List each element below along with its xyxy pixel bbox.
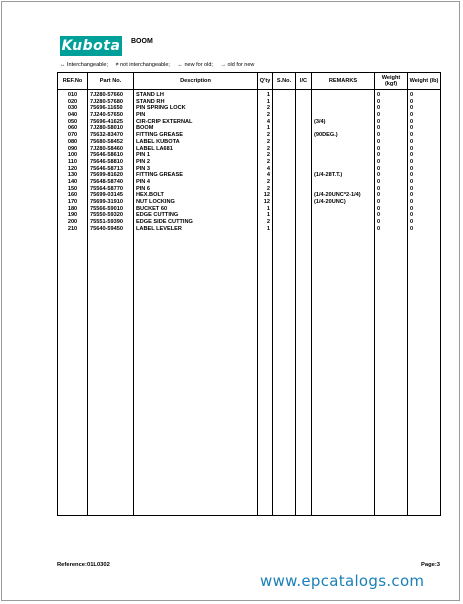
description-cell: PIN 1 <box>134 152 258 159</box>
weight-kgf-cell: 0 <box>375 125 408 132</box>
weight-kgf-cell: 0 <box>375 186 408 193</box>
qty-cell: 2 <box>258 146 273 153</box>
ref-no-cell: 110 <box>58 159 88 166</box>
part-no-cell: 75564-58770 <box>88 186 134 193</box>
ic-cell <box>296 92 312 99</box>
table-row <box>58 186 441 193</box>
weight-lb-cell: 0 <box>408 92 441 99</box>
weight-kgf-cell: 0 <box>375 226 408 233</box>
remarks-cell <box>312 159 375 166</box>
serial-no-cell <box>273 172 296 179</box>
remarks-cell <box>312 146 375 153</box>
description-cell: HEX.BOLT <box>134 192 258 199</box>
ref-no-cell: 160 <box>58 192 88 199</box>
description-cell: BOOM <box>134 125 258 132</box>
part-no-cell: 75699-03145 <box>88 192 134 199</box>
serial-no-cell <box>273 139 296 146</box>
weight-lb-cell: 0 <box>408 226 441 233</box>
serial-no-cell <box>273 112 296 119</box>
weight-kgf-cell: 0 <box>375 166 408 173</box>
serial-no-cell <box>273 146 296 153</box>
table-empty-space <box>58 232 441 516</box>
weight-kgf-cell: 0 <box>375 99 408 106</box>
weight-lb-cell: 0 <box>408 179 441 186</box>
part-no-cell: 7J280-58460 <box>88 146 134 153</box>
col-part-no: Part No. <box>88 73 134 90</box>
ref-no-cell: 210 <box>58 226 88 233</box>
weight-kgf-cell: 0 <box>375 212 408 219</box>
weight-lb-cell: 0 <box>408 159 441 166</box>
ic-cell <box>296 192 312 199</box>
remarks-cell <box>312 219 375 226</box>
ref-no-cell: 030 <box>58 105 88 112</box>
weight-kgf-cell: 0 <box>375 179 408 186</box>
weight-kgf-cell: 0 <box>375 159 408 166</box>
ref-no-cell: 090 <box>58 146 88 153</box>
table-row <box>58 166 441 173</box>
section-title: BOOM <box>131 38 153 45</box>
remarks-cell <box>312 206 375 213</box>
weight-lb-cell: 0 <box>408 139 441 146</box>
ref-no-cell: 020 <box>58 99 88 106</box>
description-cell: CIR-CRIP EXTERNAL <box>134 119 258 126</box>
description-cell: STAND RH <box>134 99 258 106</box>
table-header-row <box>58 73 441 90</box>
ref-no-cell: 150 <box>58 186 88 193</box>
qty-cell: 1 <box>258 92 273 99</box>
ic-cell <box>296 179 312 186</box>
serial-no-cell <box>273 119 296 126</box>
weight-lb-cell: 0 <box>408 186 441 193</box>
ref-no-cell: 010 <box>58 92 88 99</box>
table-row <box>58 119 441 126</box>
legend-old-for-new: → old for new <box>220 62 255 68</box>
part-no-cell: 75640-59450 <box>88 226 134 233</box>
table-row <box>58 92 441 99</box>
weight-lb-cell: 0 <box>408 99 441 106</box>
qty-cell: 1 <box>258 99 273 106</box>
ref-no-cell: 070 <box>58 132 88 139</box>
qty-cell: 1 <box>258 206 273 213</box>
col-description: Description <box>134 73 258 90</box>
serial-no-cell <box>273 226 296 233</box>
part-no-cell: 75646-58610 <box>88 152 134 159</box>
weight-kgf-cell: 0 <box>375 206 408 213</box>
col-weight-lb: Weight (lb) <box>408 73 441 90</box>
qty-cell: 2 <box>258 105 273 112</box>
ic-cell <box>296 212 312 219</box>
legend-interchangeable: ↔ Interchangeable; <box>60 62 109 68</box>
part-no-cell: 7J280-57680 <box>88 99 134 106</box>
part-no-cell: 75566-59010 <box>88 206 134 213</box>
col-serial-no: S.No. <box>273 73 296 90</box>
weight-kgf-cell: 0 <box>375 192 408 199</box>
remarks-cell <box>312 112 375 119</box>
table-row <box>58 146 441 153</box>
part-no-cell: 75550-59320 <box>88 212 134 219</box>
serial-no-cell <box>273 192 296 199</box>
remarks-cell: (1/4-20UNC) <box>312 199 375 206</box>
table-row <box>58 132 441 139</box>
weight-lb-cell: 0 <box>408 112 441 119</box>
description-cell: BUCKET 60 <box>134 206 258 213</box>
ref-no-cell: 120 <box>58 166 88 173</box>
table-row <box>58 226 441 233</box>
part-no-cell: 75696-11650 <box>88 105 134 112</box>
description-cell: NUT LOCKING <box>134 199 258 206</box>
weight-lb-cell: 0 <box>408 199 441 206</box>
serial-no-cell <box>273 206 296 213</box>
ic-cell <box>296 206 312 213</box>
col-weight-kgf: Weight (kgf) <box>375 73 408 90</box>
remarks-cell <box>312 139 375 146</box>
ic-cell <box>296 152 312 159</box>
serial-no-cell <box>273 92 296 99</box>
ic-cell <box>296 172 312 179</box>
weight-kgf-cell: 0 <box>375 199 408 206</box>
description-cell: FITTING GREASE <box>134 172 258 179</box>
ref-no-cell: 180 <box>58 206 88 213</box>
description-cell: PIN 2 <box>134 159 258 166</box>
ic-cell <box>296 139 312 146</box>
serial-no-cell <box>273 219 296 226</box>
remarks-cell <box>312 92 375 99</box>
qty-cell: 2 <box>258 112 273 119</box>
col-ic: I/C <box>296 73 312 90</box>
col-ref-no: REF.No <box>58 73 88 90</box>
part-no-cell: 7J280-57660 <box>88 92 134 99</box>
table-row <box>58 125 441 132</box>
page-number: Page:3 <box>420 562 440 568</box>
ic-cell <box>296 132 312 139</box>
description-cell: PIN 4 <box>134 179 258 186</box>
table-row <box>58 212 441 219</box>
table-row <box>58 139 441 146</box>
weight-lb-cell: 0 <box>408 212 441 219</box>
table-row <box>58 152 441 159</box>
ref-no-cell: 200 <box>58 219 88 226</box>
table-row <box>58 199 441 206</box>
serial-no-cell <box>273 105 296 112</box>
weight-kgf-cell: 0 <box>375 105 408 112</box>
qty-cell: 2 <box>258 179 273 186</box>
qty-cell: 4 <box>258 172 273 179</box>
ic-cell <box>296 226 312 233</box>
part-no-cell: 75648-58740 <box>88 179 134 186</box>
serial-no-cell <box>273 212 296 219</box>
ic-cell <box>296 186 312 193</box>
serial-no-cell <box>273 99 296 106</box>
ic-cell <box>296 146 312 153</box>
remarks-cell <box>312 125 375 132</box>
part-no-cell: 75646-58810 <box>88 159 134 166</box>
ic-cell <box>296 199 312 206</box>
ref-no-cell: 170 <box>58 199 88 206</box>
ref-no-cell: 190 <box>58 212 88 219</box>
remarks-cell <box>312 186 375 193</box>
description-cell: STAND LH <box>134 92 258 99</box>
part-no-cell: 75699-81620 <box>88 172 134 179</box>
ref-no-cell: 080 <box>58 139 88 146</box>
table-row <box>58 172 441 179</box>
remarks-cell: (1/4-28T.T.) <box>312 172 375 179</box>
qty-cell: 1 <box>258 226 273 233</box>
qty-cell: 2 <box>258 132 273 139</box>
ref-no-cell: 060 <box>58 125 88 132</box>
legend-new-for-old: ← new for old; <box>177 62 213 68</box>
part-no-cell: 7J240-57650 <box>88 112 134 119</box>
ref-no-cell: 130 <box>58 172 88 179</box>
remarks-cell <box>312 99 375 106</box>
weight-kgf-cell: 0 <box>375 152 408 159</box>
serial-no-cell <box>273 132 296 139</box>
table-row <box>58 105 441 112</box>
part-no-cell: 7J280-58010 <box>88 125 134 132</box>
remarks-cell <box>312 166 375 173</box>
weight-kgf-cell: 0 <box>375 112 408 119</box>
table-row <box>58 192 441 199</box>
description-cell: FITTING GREASE <box>134 132 258 139</box>
qty-cell: 2 <box>258 186 273 193</box>
table-row <box>58 179 441 186</box>
qty-cell: 12 <box>258 192 273 199</box>
weight-kgf-cell: 0 <box>375 139 408 146</box>
weight-lb-cell: 0 <box>408 119 441 126</box>
weight-kgf-cell: 0 <box>375 119 408 126</box>
description-cell: EDGE SIDE CUTTING <box>134 219 258 226</box>
serial-no-cell <box>273 159 296 166</box>
qty-cell: 2 <box>258 139 273 146</box>
weight-lb-cell: 0 <box>408 206 441 213</box>
table-row <box>58 159 441 166</box>
remarks-cell: (3/4) <box>312 119 375 126</box>
qty-cell: 1 <box>258 212 273 219</box>
part-no-cell: 75696-41625 <box>88 119 134 126</box>
watermark-url: www.epcatalogs.com <box>260 572 425 590</box>
interchangeability-legend <box>60 62 440 68</box>
table-row <box>58 99 441 106</box>
weight-lb-cell: 0 <box>408 172 441 179</box>
remarks-cell: (90DEG.) <box>312 132 375 139</box>
description-cell: EDGE CUTTING <box>134 212 258 219</box>
weight-kgf-cell: 0 <box>375 219 408 226</box>
ic-cell <box>296 219 312 226</box>
weight-kgf-cell: 0 <box>375 132 408 139</box>
qty-cell: 12 <box>258 199 273 206</box>
weight-kgf-cell: 0 <box>375 172 408 179</box>
qty-cell: 2 <box>258 159 273 166</box>
ref-no-cell: 100 <box>58 152 88 159</box>
serial-no-cell <box>273 166 296 173</box>
part-no-cell: 75680-58452 <box>88 139 134 146</box>
remarks-cell <box>312 105 375 112</box>
qty-cell: 4 <box>258 166 273 173</box>
part-no-cell: 75632-83470 <box>88 132 134 139</box>
part-no-cell: 75699-31910 <box>88 199 134 206</box>
ic-cell <box>296 112 312 119</box>
description-cell: PIN 6 <box>134 186 258 193</box>
weight-lb-cell: 0 <box>408 166 441 173</box>
legend-not-interchangeable: ≠ not interchangeable; <box>115 62 170 68</box>
qty-cell: 4 <box>258 119 273 126</box>
ic-cell <box>296 125 312 132</box>
parts-table <box>57 72 441 516</box>
remarks-cell <box>312 179 375 186</box>
weight-lb-cell: 0 <box>408 152 441 159</box>
remarks-cell <box>312 212 375 219</box>
table-row <box>58 219 441 226</box>
kubota-logo: Kubota <box>61 38 121 54</box>
qty-cell: 2 <box>258 219 273 226</box>
col-qty: Q'ty <box>258 73 273 90</box>
remarks-cell: (1/4-20UNC*2-1/4) <box>312 192 375 199</box>
ref-no-cell: 140 <box>58 179 88 186</box>
remarks-cell <box>312 226 375 233</box>
weight-kgf-cell: 0 <box>375 92 408 99</box>
qty-cell: 1 <box>258 125 273 132</box>
serial-no-cell <box>273 186 296 193</box>
part-no-cell: 75646-58713 <box>88 166 134 173</box>
weight-lb-cell: 0 <box>408 219 441 226</box>
description-cell: LABEL LEVELER <box>134 226 258 233</box>
description-cell: LABEL LA681 <box>134 146 258 153</box>
weight-kgf-cell: 0 <box>375 146 408 153</box>
weight-lb-cell: 0 <box>408 125 441 132</box>
ic-cell <box>296 99 312 106</box>
weight-lb-cell: 0 <box>408 132 441 139</box>
weight-lb-cell: 0 <box>408 192 441 199</box>
description-cell: PIN SPRING LOCK <box>134 105 258 112</box>
col-remarks: REMARKS <box>312 73 375 90</box>
serial-no-cell <box>273 125 296 132</box>
table-row <box>58 112 441 119</box>
weight-lb-cell: 0 <box>408 146 441 153</box>
serial-no-cell <box>273 179 296 186</box>
ref-no-cell: 050 <box>58 119 88 126</box>
table-row <box>58 206 441 213</box>
ref-no-cell: 040 <box>58 112 88 119</box>
description-cell: LABEL KUBOTA <box>134 139 258 146</box>
serial-no-cell <box>273 199 296 206</box>
weight-lb-cell: 0 <box>408 105 441 112</box>
ic-cell <box>296 166 312 173</box>
ic-cell <box>296 105 312 112</box>
qty-cell: 2 <box>258 152 273 159</box>
ic-cell <box>296 119 312 126</box>
reference-code: Reference:01L0302 <box>57 562 110 568</box>
description-cell: PIN <box>134 112 258 119</box>
description-cell: PIN 3 <box>134 166 258 173</box>
remarks-cell <box>312 152 375 159</box>
ic-cell <box>296 159 312 166</box>
part-no-cell: 75551-59390 <box>88 219 134 226</box>
serial-no-cell <box>273 152 296 159</box>
